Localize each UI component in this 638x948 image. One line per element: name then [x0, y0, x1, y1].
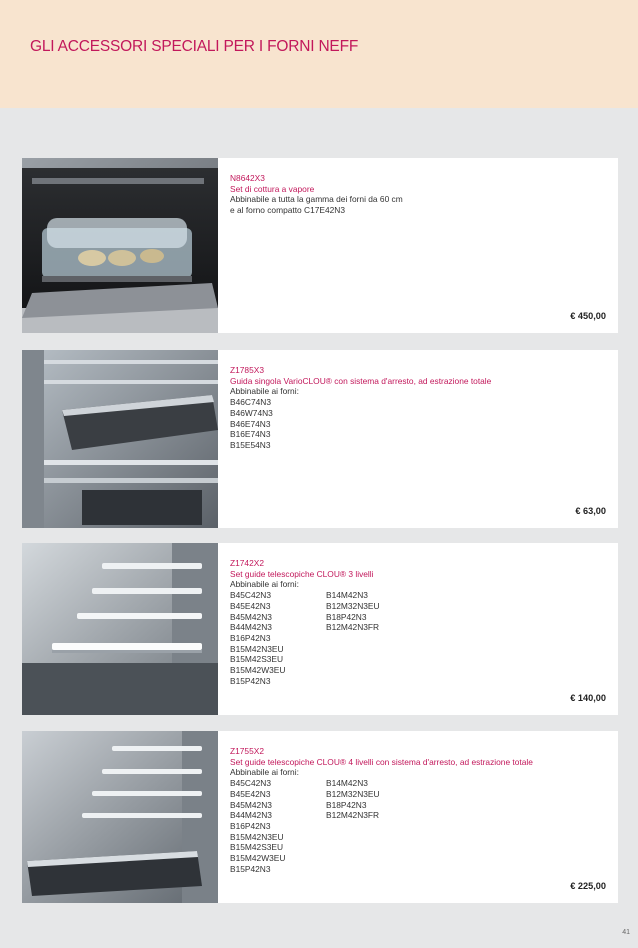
product-code: Z1755X2: [230, 746, 264, 756]
product-description: Set guide telescopiche CLOU® 3 livelli: [230, 568, 374, 579]
compatibility-line: B15E54N3: [230, 439, 271, 450]
model-code: B44M42N3: [230, 810, 272, 821]
model-code: B14M42N3: [326, 778, 368, 789]
compatibility-column-2: [326, 778, 380, 874]
model-code: B15M42S3EU: [230, 842, 284, 853]
model-code: B15P42N3: [230, 675, 271, 686]
product-image-single-guide: [22, 350, 218, 528]
product-code: Z1785X3: [230, 365, 264, 375]
oven-steam-set-illustration: [22, 158, 218, 333]
model-code: B45C42N3: [230, 590, 271, 601]
compatibility-column-1: [230, 590, 326, 686]
model-code: B18P42N3: [326, 799, 367, 810]
model-code: B18P42N3: [326, 611, 367, 622]
model-code: B44M42N3: [230, 622, 272, 633]
compatibility-intro: Abbinabile ai forni:: [230, 767, 299, 778]
compatibility-intro: Abbinabile ai forni:: [230, 579, 299, 590]
model-code: B15M42S3EU: [230, 654, 284, 665]
product-details: [230, 173, 608, 216]
compatibility-line: Abbinabile ai forni:: [230, 386, 299, 397]
compatibility-line: e al forno compatto C17E42N3: [230, 205, 345, 216]
model-code: B45E42N3: [230, 788, 271, 799]
page-header: [0, 0, 638, 108]
product-price: € 450,00: [570, 311, 606, 321]
product-card-z1742x2: [22, 543, 618, 715]
product-code: N8642X3: [230, 173, 265, 183]
model-code: B12M32N3EU: [326, 600, 380, 611]
compatibility-line: B46W74N3: [230, 407, 273, 418]
product-card-n8642x3: [22, 158, 618, 333]
oven-single-guide-illustration: [22, 350, 218, 528]
product-card-z1785x3: [22, 350, 618, 528]
model-code: B15M42N3EU: [230, 643, 284, 654]
model-code: B45M42N3: [230, 611, 272, 622]
model-code: B16P42N3: [230, 820, 271, 831]
product-details: [230, 365, 608, 451]
model-code: B16P42N3: [230, 632, 271, 643]
model-code: B15M42W3EU: [230, 665, 286, 676]
model-code: B45E42N3: [230, 600, 271, 611]
oven-3-level-guides-illustration: [22, 543, 218, 715]
product-price: € 225,00: [570, 881, 606, 891]
model-code: B12M42N3FR: [326, 622, 380, 633]
product-description: Set di cottura a vapore: [230, 183, 315, 194]
compatibility-line: B46E74N3: [230, 418, 271, 429]
product-price: € 63,00: [575, 506, 606, 516]
product-description: Set guide telescopiche CLOU® 4 livelli con sistema d'arresto, ad estrazione totale: [230, 756, 533, 767]
model-code: B15M42W3EU: [230, 853, 286, 864]
product-details: [230, 558, 608, 686]
compatibility-line: B46C74N3: [230, 397, 271, 408]
model-code: B45C42N3: [230, 778, 271, 789]
product-image-4-level-guides: [22, 731, 218, 903]
model-code: B12M42N3FR: [326, 810, 380, 821]
product-details: [230, 746, 608, 874]
product-image-3-level-guides: [22, 543, 218, 715]
oven-4-level-guides-illustration: [22, 731, 218, 903]
model-code: B15P42N3: [230, 863, 271, 874]
page-number: 41: [622, 929, 630, 936]
compatibility-columns: [230, 778, 608, 874]
model-code: B15M42N3EU: [230, 831, 284, 842]
compatibility-columns: [230, 590, 608, 686]
compatibility-line: Abbinabile a tutta la gamma dei forni da 60 cm: [230, 194, 403, 205]
product-image-steam-set: [22, 158, 218, 333]
model-code: B14M42N3: [326, 590, 368, 601]
product-description: Guida singola VarioCLOU® con sistema d'arresto, ad estrazione totale: [230, 375, 492, 386]
model-code: B45M42N3: [230, 799, 272, 810]
product-code: Z1742X2: [230, 558, 264, 568]
model-code: B12M32N3EU: [326, 788, 380, 799]
compatibility-line: B16E74N3: [230, 429, 271, 440]
compatibility-column-1: [230, 778, 326, 874]
compatibility-column-2: [326, 590, 380, 686]
product-price: € 140,00: [570, 693, 606, 703]
product-card-z1755x2: [22, 731, 618, 903]
page-title: GLI ACCESSORI SPECIALI PER I FORNI NEFF: [30, 38, 359, 55]
